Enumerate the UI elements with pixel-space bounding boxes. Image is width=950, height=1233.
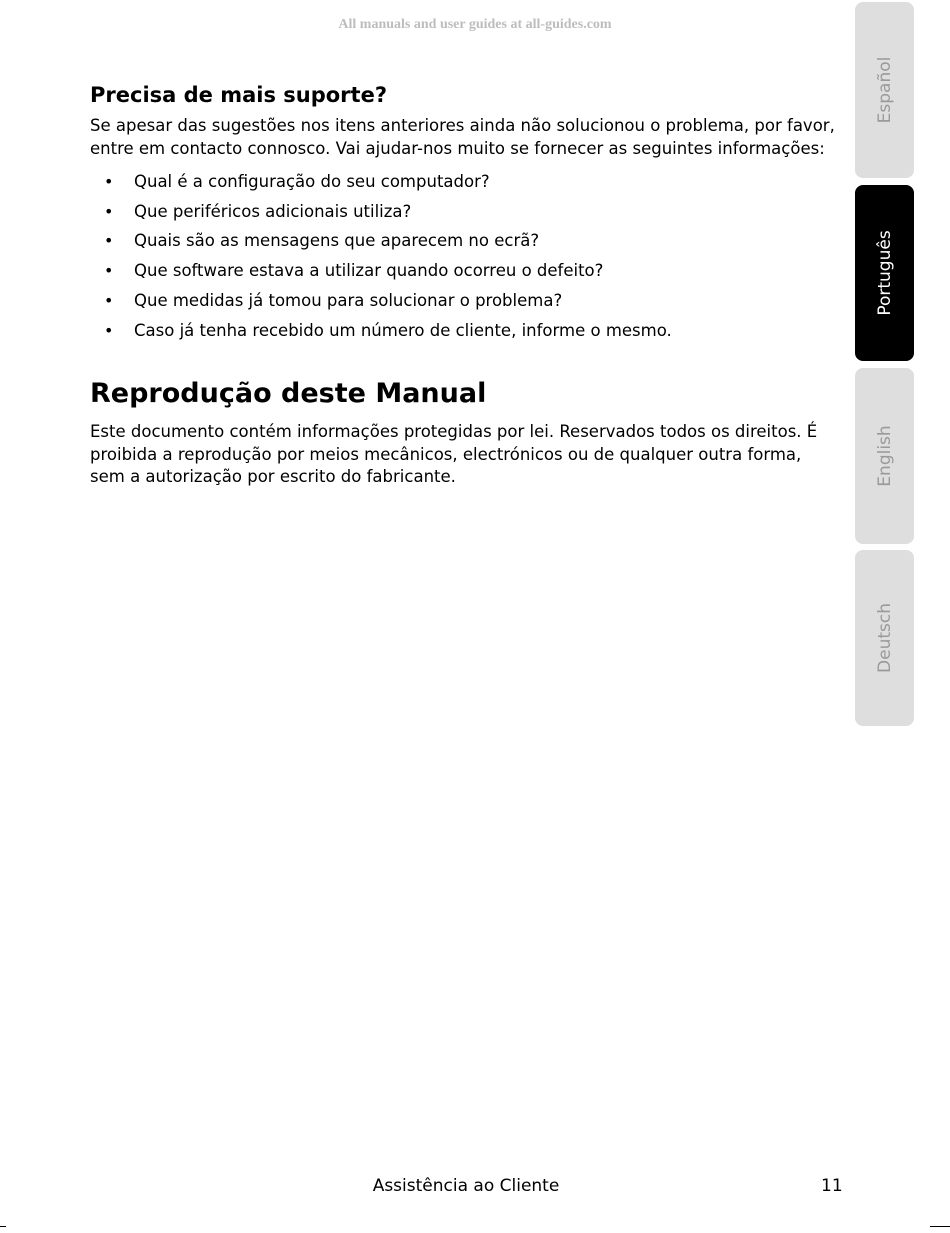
crop-mark-right [930,1226,950,1227]
footer-title: Assistência ao Cliente [372,1176,560,1196]
tab-portugues[interactable] [855,185,914,361]
list-item [90,167,835,197]
support-intro: Se apesar das sugestões nos itens anteriores ainda não solucionou o problema, por favor, entre em contacto connosco. Vai ajudar-nos muito se fornecer as seguintes informações: [90,116,835,158]
tab-english[interactable] [855,368,914,544]
tab-label: Português [874,230,895,316]
list-item-text: Que periféricos adicionais utiliza? [134,201,412,221]
crop-mark-left [0,1226,6,1227]
list-item-text: Qual é a configuração do seu computador? [134,172,490,191]
list-item-text: Quais são as mensagens que aparecem no ecrã? [134,231,540,251]
bullet-icon: • [104,320,114,340]
watermark-text: All manuals and user guides at all-guides.com [338,17,612,32]
list-item [90,197,835,227]
page-content [90,81,835,489]
support-info-list [90,167,835,345]
tab-label: Español [874,56,895,124]
tab-label: Deutsch [874,603,895,673]
list-item-text: Que medidas já tomou para solucionar o problema? [134,290,563,310]
list-item-text: Caso já tenha recebido um número de cliente, informe o mesmo. [134,320,672,340]
tab-espanol[interactable] [855,2,914,178]
list-item [90,286,835,316]
bullet-icon: • [104,261,114,281]
tab-deutsch[interactable] [855,550,914,726]
list-item [90,256,835,286]
bullet-icon: • [104,231,114,251]
list-item-text: Que software estava a utilizar quando ocorreu o defeito? [134,261,604,281]
support-heading: Precisa de mais suporte? [90,83,387,107]
tab-label: English [874,425,895,487]
list-item [90,226,835,256]
bullet-icon: • [104,172,114,191]
page-number: 11 [821,1176,843,1196]
reproduction-heading: Reprodução deste Manual [90,378,487,410]
list-item [90,316,835,346]
bullet-icon: • [104,290,114,310]
bullet-icon: • [104,201,114,221]
reproduction-body: Este documento contém informações protegidas por lei. Reservados todos os direitos. É proibida a reprodução por meios mecânicos, electrónicos ou de qualquer outra forma, sem a autorização por escrito do fabricante. [90,422,818,487]
